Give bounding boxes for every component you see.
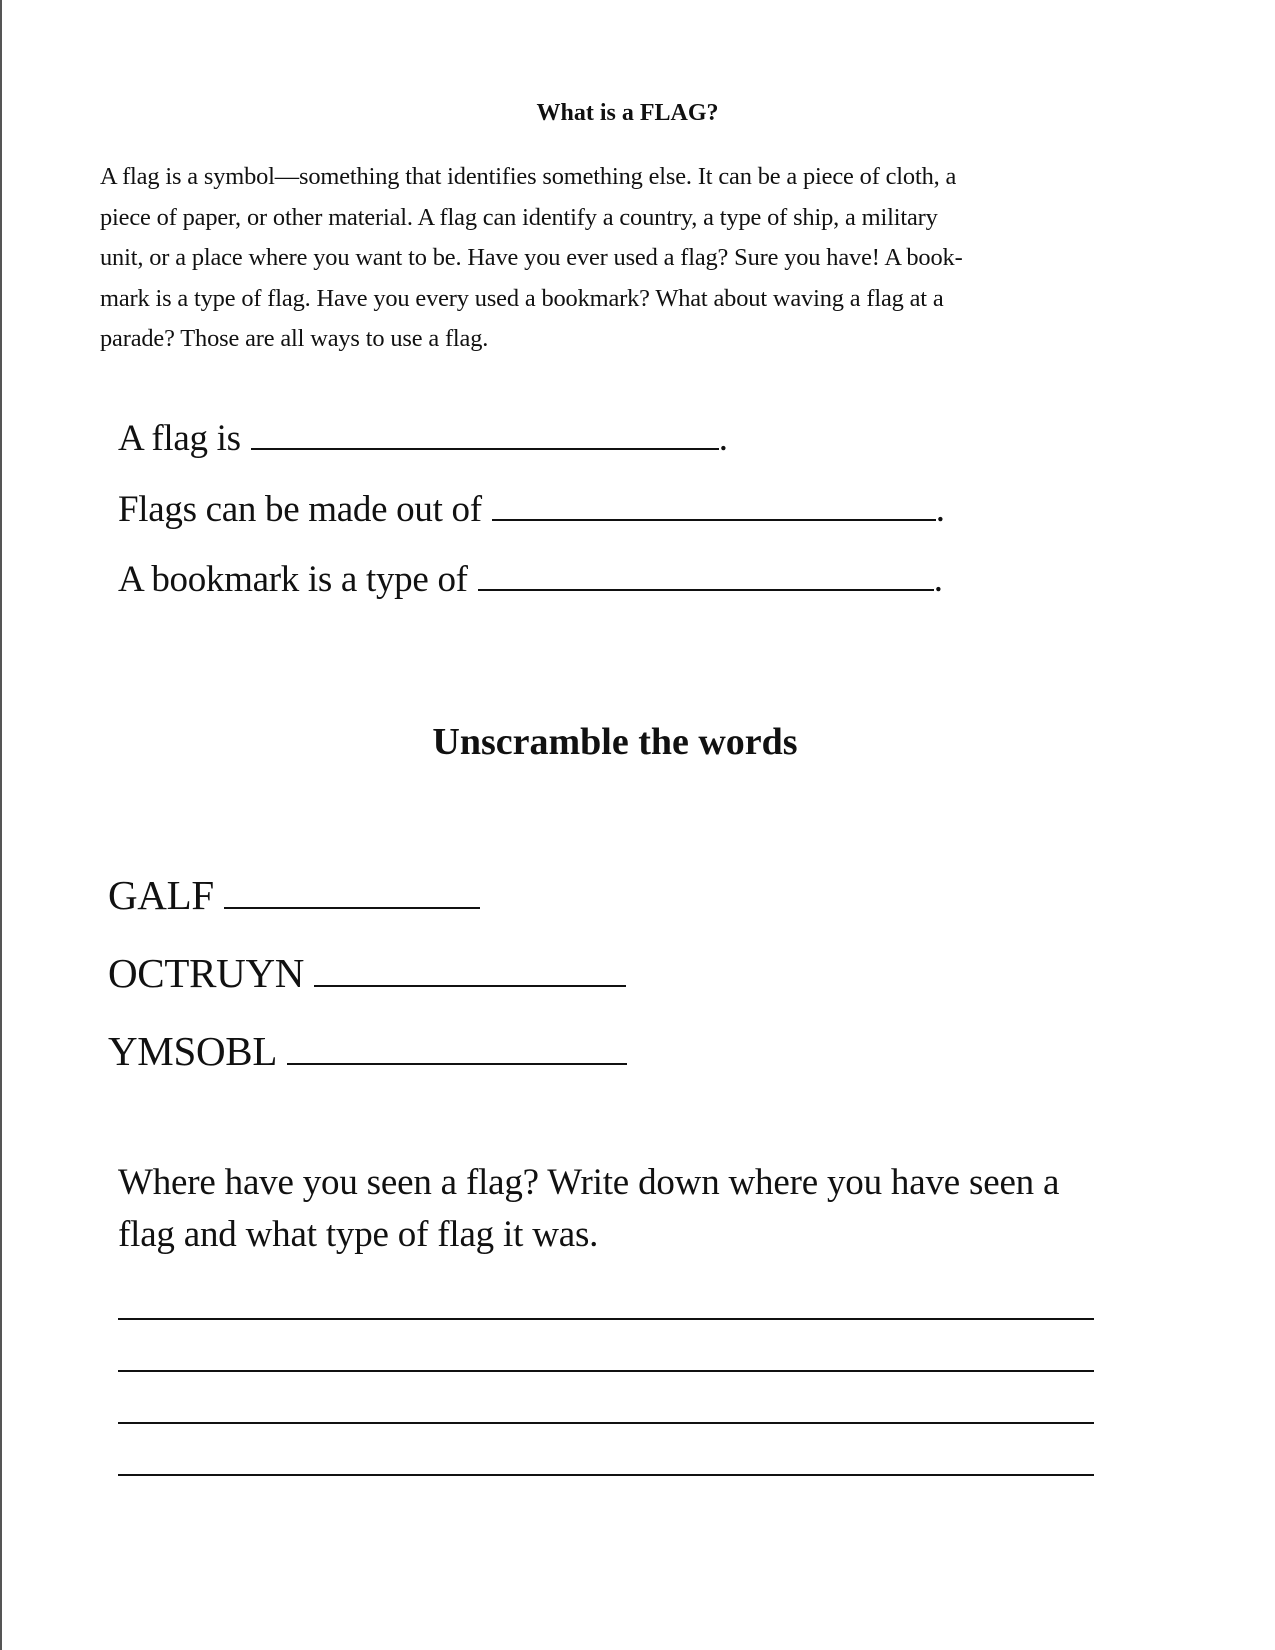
writing-answer-line[interactable] bbox=[118, 1370, 1094, 1372]
page-left-edge bbox=[0, 0, 2, 1650]
writing-answer-line[interactable] bbox=[118, 1318, 1094, 1320]
scrambled-word: YMSOBL bbox=[108, 1028, 278, 1074]
intro-line: A flag is a symbol—something that identifies something else. It can be a piece of cloth, a bbox=[100, 163, 957, 190]
writing-answer-line[interactable] bbox=[118, 1474, 1094, 1476]
fill-in-prompt: Flags can be made out of bbox=[118, 489, 482, 530]
fill-in-prompt: A flag is bbox=[118, 418, 241, 459]
writing-prompt bbox=[118, 1157, 1118, 1261]
fill-in-question-1 bbox=[118, 414, 728, 460]
answer-blank[interactable] bbox=[287, 1027, 627, 1065]
answer-blank[interactable] bbox=[492, 485, 936, 521]
fill-in-question-2 bbox=[118, 485, 945, 531]
unscramble-heading: Unscramble the words bbox=[432, 721, 798, 763]
fill-in-period: . bbox=[935, 489, 945, 530]
scrambled-word-row bbox=[108, 949, 626, 997]
intro-line: mark is a type of flag. Have you every used a bookmark? What about waving a flag at a bbox=[100, 284, 944, 312]
writing-prompt-line: flag and what type of flag it was. bbox=[118, 1214, 599, 1255]
intro-line: unit, or a place where you want to be. Have you ever used a flag? Sure you have! A book- bbox=[100, 244, 963, 271]
writing-prompt-line: Where have you seen a flag? Write down where you have seen a bbox=[118, 1162, 1060, 1203]
intro-paragraph bbox=[100, 157, 1160, 360]
fill-in-period: . bbox=[933, 559, 943, 600]
writing-answer-line[interactable] bbox=[118, 1422, 1094, 1424]
intro-line: parade? Those are all ways to use a flag. bbox=[100, 325, 489, 352]
fill-in-prompt: A bookmark is a type of bbox=[118, 559, 468, 600]
scrambled-word-row bbox=[108, 871, 480, 919]
scrambled-word-row bbox=[108, 1027, 627, 1075]
fill-in-period: . bbox=[718, 418, 728, 459]
answer-blank[interactable] bbox=[478, 555, 934, 591]
fill-in-question-3 bbox=[118, 555, 943, 601]
intro-line: piece of paper, or other material. A flag can identify a country, a type of ship, a military bbox=[100, 203, 938, 231]
answer-blank[interactable] bbox=[251, 414, 719, 450]
answer-blank[interactable] bbox=[314, 949, 626, 987]
answer-blank[interactable] bbox=[224, 871, 480, 909]
scrambled-word: GALF bbox=[108, 872, 214, 918]
worksheet-title: What is a FLAG? bbox=[536, 100, 719, 126]
scrambled-word: OCTRUYN bbox=[108, 950, 305, 996]
